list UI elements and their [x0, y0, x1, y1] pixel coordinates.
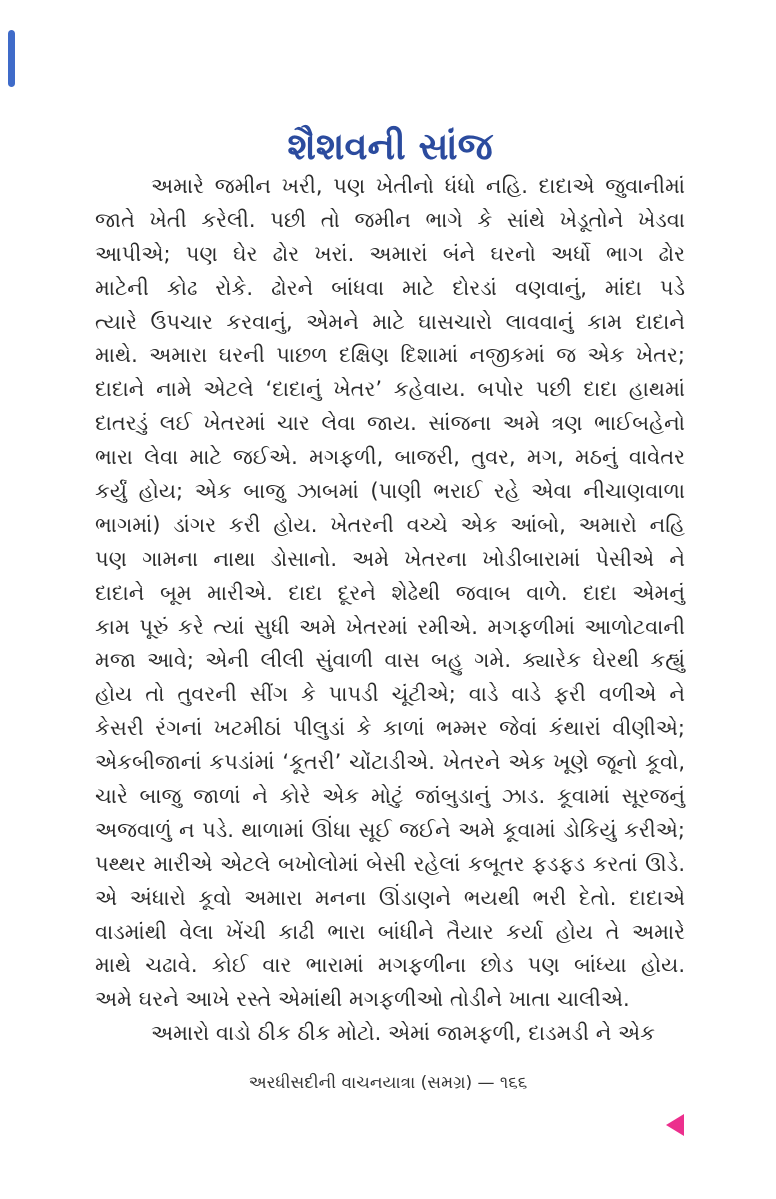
text-line: મજા આવે; એની લીલી સુંવાળી વાસ બહુ ગમે. ક્યારેક ઘેરથી કહ્યું: [95, 648, 685, 673]
text-line: દાદાને નામે એટલે ‘દાદાનું ખેતર’ કહેવાય. બપોર પછી દાદા હાથમાં: [95, 377, 685, 402]
body-text: [95, 170, 685, 1051]
footer-running-title: અરધીસદીની વાચનયાત્રા (સમગ્ર) — ૧૬૬: [248, 1073, 528, 1093]
text-line: એ અંધારો કૂવો અમારા મનના ઊંડાણને ભયથી ભરી દેતો. દાદાએ: [95, 885, 685, 910]
text-line: દાદાને બૂમ મારીએ. દાદા દૂરને શેઢેથી જવાબ વાળે. દાદા એમનું: [95, 580, 685, 605]
text-line: અમે ઘરને આખે રસ્તે એમાંથી મગફળીઓ તોડીને ખાતા ચાલીએ.: [95, 987, 630, 1012]
text-line: કર્યું હોય; એક બાજુ ઝાબમાં (પાણી ભરાઈ રહે એવા નીચાણવાળા: [95, 479, 685, 504]
text-line: ત્યારે ઉપચાર કરવાનું, એમને માટે ઘાસચારો લાવવાનું કામ દાદાને: [95, 309, 685, 334]
text-line: વાડમાંથી વેલા ખેંચી કાઢી ભારા બાંધીને તૈયાર કર્યા હોય તે અમારે: [95, 919, 685, 944]
text-line: હોય તો તુવરની સીંગ કે પાપડી ચૂંટીએ; વાડે વાડે ફરી વળીએ ને: [95, 682, 685, 707]
text-line: કામ પૂરું કરે ત્યાં સુધી અમે ખેતરમાં રમીએ. મગફળીમાં આળોટવાની: [95, 614, 685, 639]
scroll-indicator[interactable]: [8, 30, 15, 87]
text-line: ચારે બાજુ જાળાં ને કોરે એક મોટું જાંબુડાનું ઝાડ. કૂવામાં સૂરજનું: [95, 784, 685, 809]
text-line: ભાગમાં) ડાંગર કરી હોય. ખેતરની વચ્ચે એક આંબો, અમારો નહિ: [95, 512, 685, 537]
text-line: માથે. અમારા ઘરની પાછળ દક્ષિણ દિશામાં નજીકમાં જ એક ખેતર;: [95, 343, 685, 368]
text-line: એકબીજાનાં કપડાંમાં ‘કૂતરી’ ચોંટાડીએ. ખેતરને એક ખૂણે જૂનો કૂવો,: [95, 750, 685, 775]
text-line: પથ્થર મારીએ એટલે બખોલોમાં બેસી રહેલાં કબૂતર ફડફડ કરતાં ઊડે.: [95, 851, 685, 876]
text-line: અજવાળું ન પડે. થાળામાં ઊંધા સૂઈ જઈને અમે કૂવામાં ડોકિયું કરીએ;: [95, 817, 685, 842]
text-line: દાતરડું લઈ ખેતરમાં ચાર લેવા જાય. સાંજના અમે ત્રણ ભાઈબહેનો: [95, 411, 685, 436]
text-line: ભારા લેવા માટે જઈએ. મગફળી, બાજરી, તુવર, મગ, મઠનું વાવેતર: [95, 445, 685, 470]
text-line: આપીએ; પણ ઘેર ઢોર ખરાં. અમારાં બંને ઘરનો અર્ધો ભાગ ઢોર: [95, 241, 685, 266]
text-line: અમારે જમીન ખરી, પણ ખેતીનો ધંધો નહિ. દાદાએ જુવાનીમાં: [151, 174, 685, 198]
text-line: અમારો વાડો ઠીક ઠીક મોટો. એમાં જામફળી, દાડમડી ને એક: [151, 1021, 656, 1046]
text-line: કેસરી રંગનાં ખટમીઠાં પીલુડાં કે કાળાં ભમ્મર જેવાં કંથારાં વીણીએ;: [95, 716, 685, 741]
page-title: શૈશવની સાંજ: [287, 124, 493, 168]
previous-page-button[interactable]: [666, 1114, 684, 1136]
text-line: માથે ચઢાવે. કોઈ વાર ભારામાં મગફળીના છોડ પણ બાંધ્યા હોય.: [95, 953, 685, 978]
text-line: જાતે ખેતી કરેલી. પછી તો જમીન ભાગે કે સાંથે ખેડૂતોને ખેડવા: [95, 207, 685, 232]
text-line: માટેની કોઢ રોકે. ઢોરને બાંધવા માટે દોરડાં વણવાનું, માંદા પડે: [95, 275, 685, 300]
text-line: પણ ગામના નાથા ડોસાનો. અમે ખેતરના ખોડીબારામાં પેસીએ ને: [95, 546, 685, 571]
